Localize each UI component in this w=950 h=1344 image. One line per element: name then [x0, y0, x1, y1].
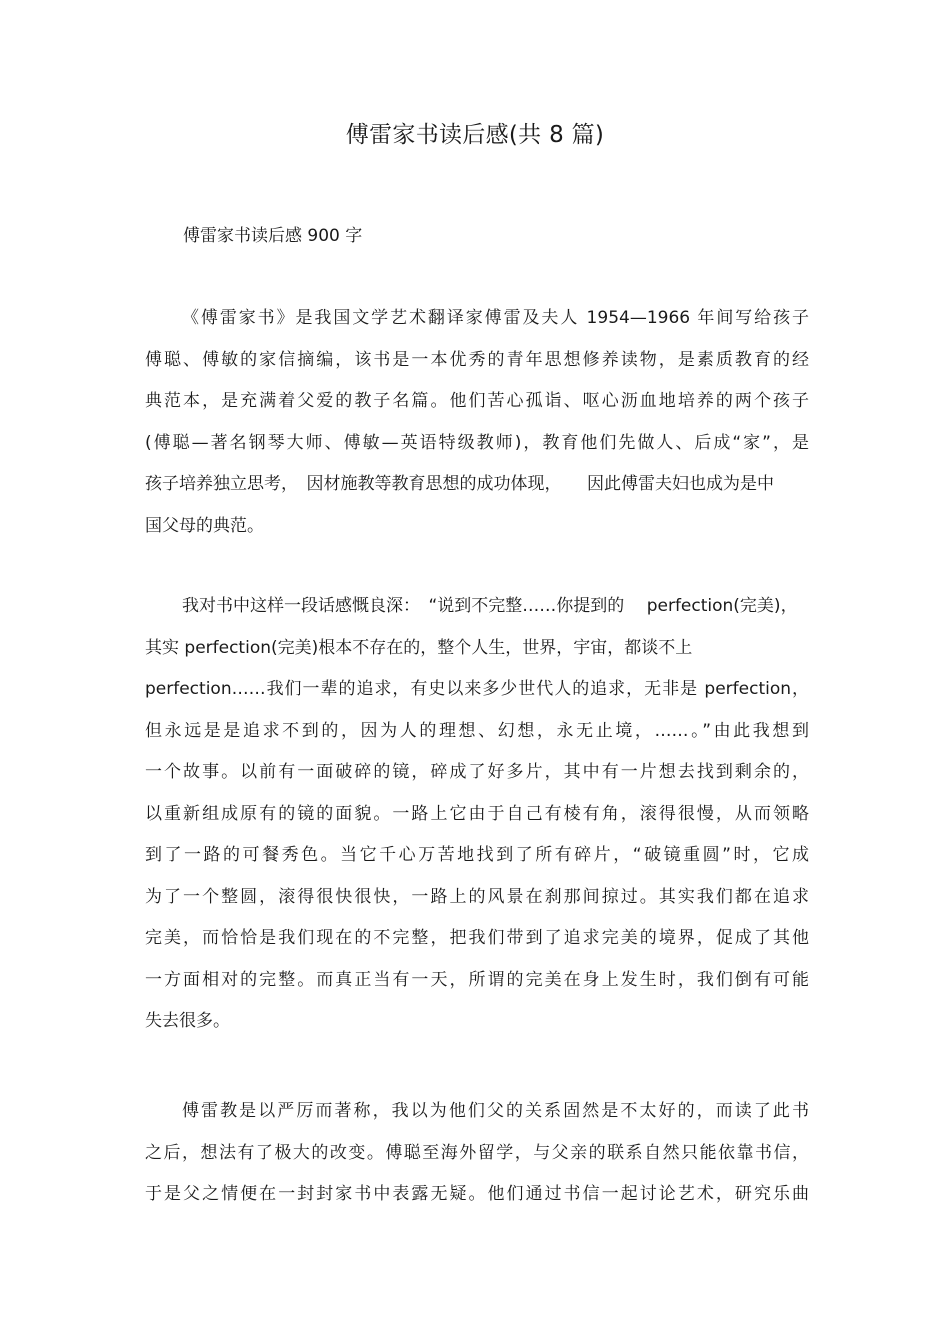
paragraph-line: 失去很多。: [145, 1011, 230, 1031]
section-heading: 傅雷家书读后感 900 字: [183, 226, 363, 246]
paragraph-line: 于是父之情便在一封封家书中表露无疑。他们通过书信一起讨论艺术，研究乐曲: [145, 1184, 809, 1204]
paragraph-2: [145, 586, 809, 1043]
paragraph-line: perfection……我们一辈的追求，有史以来多少世代人的追求，无非是 perfection，: [145, 679, 809, 699]
paragraph-line: 傅雷教是以严厉而著称，我以为他们父的关系固然是不太好的，而读了此书: [182, 1101, 809, 1121]
paragraph-line: 《傅雷家书》是我国文学艺术翻译家傅雷及夫人 1954—1966 年间写给孩子: [182, 308, 809, 328]
paragraph-line: 一个故事。以前有一面破碎的镜，碎成了好多片，其中有一片想去找到剩余的，: [145, 762, 809, 782]
paragraph-line: 之后，想法有了极大的改变。傅聪至海外留学，与父亲的联系自然只能依靠书信，: [145, 1142, 809, 1163]
paragraph-line: 孩子培养独立思考， 因材施教等教育思想的成功体现， 因此傅雷夫妇也成为是中: [145, 474, 774, 494]
paragraph-line: 到了一路的可餐秀色。当它千心万苦地找到了所有碎片，“破镜重圆”时，它成: [145, 845, 809, 865]
paragraph-line: 我对书中这样一段话感慨良深： “说到不完整……你提到的 perfection(完美)，: [182, 596, 798, 616]
paragraph-line: 但永远是是追求不到的，因为人的理想、幻想，永无止境，……。”由此我想到: [145, 720, 809, 741]
paragraph-line: 傅聪、傅敏的家信摘编，该书是一本优秀的青年思想修养读物，是素质教育的经: [145, 349, 809, 370]
paragraph-line: 一方面相对的完整。而真正当有一天，所谓的完美在身上发生时，我们倒有可能: [145, 969, 809, 990]
paragraph-line: (傅聪—著名钢琴大师、傅敏—英语特级教师)，教育他们先做人、后成“家”，是: [145, 432, 809, 453]
paragraph-line: 国父母的典范。: [145, 515, 264, 536]
paragraph-line: 典范本，是充满着父爱的教子名篇。他们苦心孤诣、呕心沥血地培养的两个孩子: [145, 391, 809, 411]
document-title: 傅雷家书读后感(共 8 篇): [345, 122, 605, 148]
paragraph-1: [145, 298, 809, 547]
paragraph-line: 为了一个整圆，滚得很快很快，一路上的风景在刹那间掠过。其实我们都在追求: [145, 886, 809, 907]
paragraph-line: 其实 perfection(完美)根本不存在的，整个人生，世界，宇宙，都谈不上: [145, 637, 693, 658]
paragraph-line: 以重新组成原有的镜的面貌。一路上它由于自己有棱有角，滚得很慢，从而领略: [145, 803, 809, 824]
paragraph-line: 完美，而恰恰是我们现在的不完整，把我们带到了追求完美的境界，促成了其他: [145, 928, 809, 948]
paragraph-3: [145, 1091, 809, 1216]
